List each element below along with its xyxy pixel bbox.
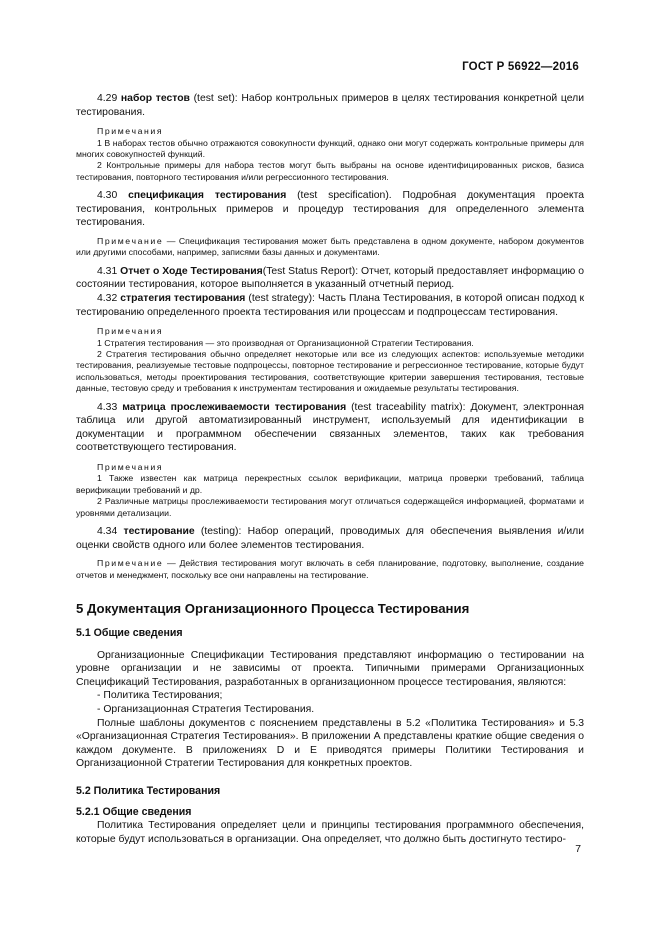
notes-heading: Примечания [97, 462, 164, 472]
note-item: 1 Также известен как матрица перекрестных ссылок верификации, матрица проверки требований, таблица верификации требований и др. [76, 473, 584, 495]
term-4-31: 4.31 Отчет о Ходе Тестирования(Test Status Report): Отчет, который предоставляет информацию о состоянии тестирования, которое выполняется в указанный отчетный период. [76, 265, 585, 291]
term-name: Отчет о Ходе Тестирования [120, 265, 263, 277]
term-name: набор тестов [120, 93, 190, 104]
notes-heading: Примечания [97, 126, 164, 137]
term-name: спецификация тестирования [128, 190, 287, 202]
subsubsection-heading: 5.2.1 Общие сведения [76, 805, 192, 818]
page-number: 7 [575, 844, 581, 855]
term-name: стратегия тестирования [120, 293, 246, 304]
note-single: Примечание — Спецификация тестирования может быть представлена в одном документе, набором документов или другими способами, например, записями базы данных и документами. [76, 236, 584, 258]
section-heading: 5 Документация Организационного Процесса Тестирования [76, 601, 470, 617]
paragraph: Политика Тестирования определяет цели и принципы тестирования программного обеспечения, которые будут использоваться в организации. Она определяет, что должно быть достигнуто тестиро- [76, 820, 584, 845]
term-name: тестирование [123, 526, 195, 538]
note-item: 2 Стратегия тестирования обычно определяет некоторые или все из следующих аспектов: используемые методики тестирования, реализуемые тестовые подпроцессы, повторное тестирование и регрессионное тестирование, которые будут использоваться, методы проектирования тестирования, соответствующие критерии завершения тестирования, тестовые данные, тестовую среду и требования к инструментам тестирования и ожидаемые результаты тестирования. [76, 349, 584, 394]
term-name: матрица прослеживаемости тестирования [122, 401, 347, 413]
note-single: Примечание — Действия тестирования могут включать в себя планирование, подготовку, выполнение, создание отчетов и менеджмент, поскольку все они направлены на тестирование. [76, 558, 584, 580]
note-item: 2 Контрольные примеры для набора тестов могут быть выбраны на основе идентифицированных рисков, базиса тестирования, повторного тестирования и/или регрессионного тестирования. [76, 160, 584, 182]
note-item: 1 В наборах тестов обычно отражаются совокупности функций, однако они могут содержать контрольные примеры для многих совокупностей функций. [76, 137, 584, 159]
document-header: ГОСТ Р 56922—2016 [462, 61, 579, 73]
term-4-30: 4.30 спецификация тестирования (test specification). Подробная документация проекта тестирования, контрольных примеров и процедур тестирования для определенного элемента тестирования. [76, 190, 585, 229]
note-label: Примечание [97, 558, 164, 569]
term-4-29: 4.29 набор тестов (test set): Набор контрольных примеров в целях тестирования конкретной цели тестирования. [76, 93, 585, 118]
list-item: - Организационная Стратегия Тестирования. [97, 704, 315, 715]
term-4-33: 4.33 матрица прослеживаемости тестирования (test traceability matrix): Документ, электронная таблица или другой автоматизированный инструмент, используемый для идентификации в документации и программном обеспечении связанных элементов, таких как требования соответствующего тестирования. [76, 401, 585, 454]
subsection-heading: 5.1 Общие сведения [76, 627, 183, 640]
note-item: 2 Различные матрицы прослеживаемости тестирования могут отличаться содержащейся информацией, форматами и уровнями детализации. [76, 496, 584, 518]
paragraph: Полные шаблоны документов с пояснением представлены в 5.2 «Политика Тестирования» и 5.3 «Организационная Стратегия Тестирования». В приложении А представлены краткие общие сведения о каждом документе. В приложениях D и E приводятся примеры Политики Тестирования и Организационной Стратегии Тестирования для конкретных проектов. [76, 717, 584, 770]
term-4-32: 4.32 стратегия тестирования (test strategy): Часть Плана Тестирования, в которой описан подход к тестированию определенного проекта тестирования или процессам и подпроцессам тестирования. [76, 293, 585, 318]
note-item: 1 Стратегия тестирования — это производная от Организационной Стратегии Тестирования. [97, 337, 474, 348]
list-item: - Политика Тестирования; [97, 690, 223, 702]
subsection-heading: 5.2 Политика Тестирования [76, 784, 221, 797]
note-label: Примечание [97, 236, 164, 246]
term-4-34: 4.34 тестирование (testing): Набор операций, проводимых для обеспечения выявления и/или оценки свойств одного или более элементов тестирования. [76, 526, 584, 551]
page-content [76, 92, 584, 846]
notes-heading: Примечания [97, 326, 164, 337]
paragraph: Организационные Спецификации Тестирования представляют информацию о тестировании на уровне организации и не зависимы от проекта. Типичными примерами Организационных Спецификаций Тестирования, разработанных в организационном процессе тестирования, являются: [76, 649, 584, 688]
